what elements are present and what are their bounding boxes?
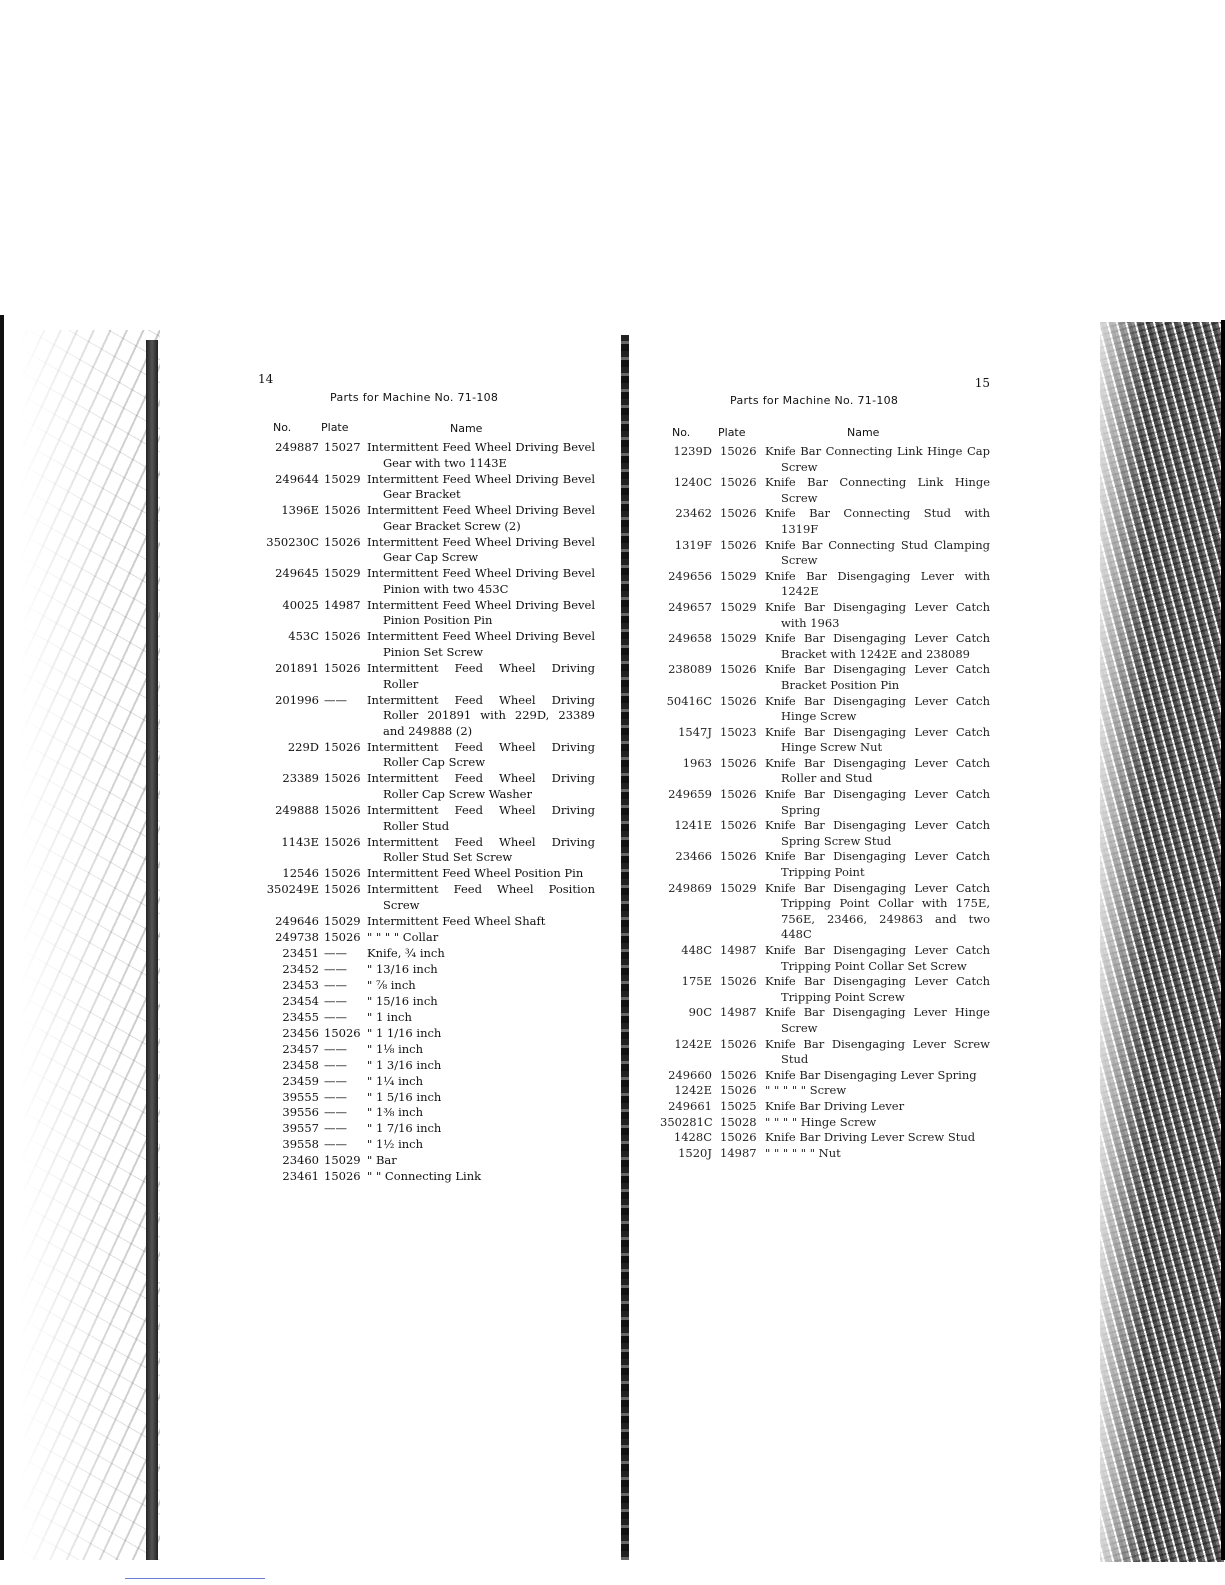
plate-number: 15029 (324, 566, 361, 581)
plate-number: 15026 (324, 834, 361, 849)
part-row (255, 866, 595, 882)
part-number: 1239D (673, 444, 712, 458)
part-number: 249888 (275, 802, 319, 817)
part-number: 229D (287, 739, 319, 754)
plate-number: 15029 (324, 471, 361, 486)
part-number: 249869 (668, 880, 712, 895)
part-number: 249661 (668, 1098, 712, 1113)
part-name: Knife Bar Disengaging Lever Catch Roller and Stud (765, 755, 990, 786)
part-name: " " " " Collar (367, 929, 439, 944)
part-row (660, 725, 990, 756)
plate-number: 15029 (720, 880, 757, 895)
part-name: Knife Bar Connecting Link Hinge Screw (765, 475, 990, 505)
part-row (255, 994, 595, 1010)
plate-number: 15029 (720, 568, 757, 583)
part-row (660, 1083, 990, 1099)
part-name: Knife Bar Disengaging Lever Screw Stud (765, 1036, 990, 1067)
part-name: Intermittent Feed Wheel Shaft (367, 913, 546, 928)
part-name: Intermittent Feed Wheel Position Pin (367, 866, 584, 881)
part-number: 23454 (282, 993, 319, 1008)
plate-number: —— (324, 692, 347, 707)
book-spine (621, 335, 629, 1560)
part-row (660, 1068, 990, 1084)
plate-number: 15026 (324, 866, 361, 881)
part-name: Knife Bar Disengaging Lever Catch Spring (765, 787, 990, 817)
page-number: 15 (974, 376, 990, 390)
scan-left-page-edge (146, 340, 158, 1560)
plate-number: 15026 (324, 882, 361, 897)
part-number: 12546 (282, 866, 319, 881)
plate-number: 15029 (720, 599, 757, 614)
column-header-no: No. (273, 421, 292, 434)
part-number: 1520J (678, 1145, 712, 1160)
part-name: " 1 7/16 inch (367, 1121, 442, 1136)
plate-number: 15026 (324, 1025, 361, 1040)
part-number: 249887 (275, 440, 319, 454)
part-number: 23456 (282, 1025, 319, 1040)
part-name: " 1⅜ inch (367, 1105, 423, 1120)
part-row (660, 849, 990, 880)
part-name: Intermittent Feed Wheel Driving Roller Cap Screw Washer (367, 771, 595, 801)
part-row (660, 569, 990, 600)
scan-left-border (0, 315, 4, 1560)
part-name: Knife Bar Connecting Link Hinge Cap Screw (765, 444, 990, 474)
part-number: 350281C (660, 1114, 713, 1129)
scan-right-margin-noise (1100, 322, 1225, 1562)
part-name: Knife Bar Disengaging Lever with 1242E (765, 568, 990, 599)
part-number: 1963 (682, 755, 712, 770)
plate-number: —— (324, 1089, 347, 1104)
part-number: 201996 (275, 692, 319, 707)
part-name: Intermittent Feed Wheel Driving Bevel Pinion with two 453C (367, 566, 595, 596)
part-name: Knife Bar Disengaging Lever Catch Tripping Point Collar Set Screw (765, 943, 990, 973)
part-name: Knife Bar Disengaging Lever Catch Spring Screw Stud (765, 818, 990, 848)
part-name: Intermittent Feed Wheel Position Screw (367, 882, 595, 912)
part-name: Intermittent Feed Wheel Driving Roller 201891 with 229D, 23389 and 249888 (2) (367, 692, 595, 738)
plate-number: 14987 (720, 1005, 757, 1020)
part-number: 23453 (282, 977, 319, 992)
part-number: 23462 (675, 506, 712, 521)
plate-number: —— (324, 977, 347, 992)
part-row (660, 506, 990, 537)
plate-number: 15026 (720, 1067, 757, 1082)
part-number: 238089 (668, 662, 712, 677)
part-number: 1547J (678, 724, 712, 739)
part-name: Intermittent Feed Wheel Driving Bevel Gear Bracket (367, 471, 595, 502)
part-row (255, 440, 595, 471)
part-row (255, 1026, 595, 1042)
plate-number: 15026 (720, 475, 757, 490)
parts-list (255, 440, 595, 1185)
part-name: Knife Bar Disengaging Lever Catch Hinge Screw (765, 693, 990, 724)
part-number: 249656 (668, 568, 712, 583)
part-name: " 15/16 inch (367, 993, 438, 1008)
plate-number: —— (324, 1121, 347, 1136)
part-row (255, 882, 595, 913)
part-row (255, 978, 595, 994)
part-number: 23460 (282, 1153, 319, 1168)
part-number: 1396E (281, 503, 319, 518)
part-number: 23455 (282, 1009, 319, 1024)
part-number: 39558 (282, 1137, 319, 1152)
part-number: 23466 (675, 849, 712, 864)
part-number: 175E (681, 974, 712, 989)
part-name: Intermittent Feed Wheel Driving Roller Cap Screw (367, 739, 595, 770)
plate-number: —— (324, 1041, 347, 1056)
page-title: Parts for Machine No. 71-108 (330, 391, 499, 404)
part-name: " 1⅛ inch (367, 1041, 423, 1056)
part-number: 249658 (668, 631, 712, 646)
part-name: Intermittent Feed Wheel Driving Bevel Pinion Set Screw (367, 629, 595, 660)
part-row (255, 930, 595, 946)
part-number: 1428C (673, 1130, 712, 1145)
part-name: Knife Bar Disengaging Lever Catch with 1963 (765, 599, 990, 630)
part-number: 350230C (266, 534, 319, 549)
page-number: 14 (258, 372, 274, 386)
part-row (255, 803, 595, 834)
part-number: 249646 (275, 913, 319, 928)
part-row (255, 629, 595, 660)
part-number: 90C (688, 1005, 712, 1020)
plate-number: —— (324, 1105, 347, 1120)
part-number: 23459 (282, 1073, 319, 1088)
part-number: 249659 (668, 787, 712, 802)
plate-number: 15026 (720, 974, 757, 989)
plate-number: —— (324, 945, 347, 960)
right-page (660, 376, 990, 1536)
part-number: 23457 (282, 1041, 319, 1056)
part-name: " 1 inch (367, 1009, 412, 1024)
part-name: " 13/16 inch (367, 961, 438, 976)
scan-left-margin-noise (20, 330, 160, 1560)
part-name: Knife Bar Disengaging Lever Hinge Screw (765, 1005, 990, 1035)
part-row (660, 1037, 990, 1068)
plate-number: 15026 (720, 1130, 757, 1145)
plate-number: 15026 (720, 818, 757, 833)
plate-number: 15029 (324, 1153, 361, 1168)
plate-number: 15026 (720, 444, 757, 458)
part-number: 1242E (674, 1083, 712, 1098)
part-row (255, 1010, 595, 1026)
part-name: " " " " " " Nut (765, 1145, 841, 1160)
part-row (255, 1169, 595, 1185)
part-number: 39556 (282, 1105, 319, 1120)
part-number: 23452 (282, 961, 319, 976)
part-name: Knife Bar Disengaging Lever Catch Tripping Point Screw (765, 974, 990, 1004)
plate-number: 15026 (720, 755, 757, 770)
column-header-plate: Plate (718, 426, 746, 439)
plate-number: 15026 (720, 787, 757, 802)
part-name: Knife Bar Driving Lever (765, 1098, 905, 1113)
part-row (255, 1074, 595, 1090)
part-row (660, 538, 990, 569)
plate-number: 15026 (324, 802, 361, 817)
column-header-name: Name (450, 422, 483, 435)
part-row (255, 1105, 595, 1121)
plate-number: 15026 (324, 503, 361, 518)
plate-number: 15026 (720, 1083, 757, 1098)
part-row (255, 835, 595, 866)
part-number: 39557 (282, 1121, 319, 1136)
plate-number: 15029 (324, 913, 361, 928)
part-name: Intermittent Feed Wheel Driving Bevel Gear Cap Screw (367, 534, 595, 565)
part-name: " 1 3/16 inch (367, 1057, 442, 1072)
part-name: Knife Bar Disengaging Lever Catch Tripping Point Collar with 175E, 756E, 23466, 249863 and two 448C (765, 880, 990, 942)
page-title: Parts for Machine No. 71-108 (730, 394, 899, 407)
part-row (255, 740, 595, 771)
part-row (255, 1137, 595, 1153)
part-name: " " " " Hinge Screw (765, 1114, 877, 1129)
part-number: 40025 (282, 597, 319, 612)
plate-number: 15025 (720, 1098, 757, 1113)
part-name: " ⅞ inch (367, 977, 416, 992)
part-row (660, 1115, 990, 1131)
part-row (660, 943, 990, 974)
part-name: " 1 1/16 inch (367, 1025, 442, 1040)
plate-number: 15023 (720, 724, 757, 739)
part-row (660, 1146, 990, 1162)
part-name: Knife Bar Connecting Stud Clamping Screw (765, 537, 990, 568)
part-row (255, 566, 595, 597)
bottom-rule (125, 1578, 265, 1579)
plate-number: 15026 (324, 534, 361, 549)
part-name: Knife Bar Disengaging Lever Catch Tripping Point (765, 849, 990, 880)
plate-number: 15026 (324, 629, 361, 644)
plate-number: 15026 (324, 771, 361, 786)
part-name: Knife, ¾ inch (367, 945, 445, 960)
part-number: 1319F (674, 537, 712, 552)
part-number: 1240C (673, 475, 712, 490)
plate-number: 15026 (324, 1169, 361, 1184)
part-name: Knife Bar Disengaging Lever Catch Bracket Position Pin (765, 662, 990, 692)
left-page (255, 372, 595, 1532)
part-number: 23451 (282, 945, 319, 960)
part-number: 201891 (275, 661, 319, 676)
plate-number: 15026 (324, 739, 361, 754)
part-row (255, 1058, 595, 1074)
part-name: " 1¼ inch (367, 1073, 423, 1088)
part-number: 453C (288, 629, 319, 644)
plate-number: 15026 (720, 662, 757, 677)
parts-list (660, 444, 990, 1161)
scan-right-border (1221, 320, 1225, 1560)
part-number: 249738 (275, 929, 319, 944)
part-number: 249644 (275, 471, 319, 486)
part-number: 1241E (674, 818, 712, 833)
part-name: " " Connecting Link (367, 1169, 482, 1184)
part-number: 23461 (282, 1169, 319, 1184)
part-number: 1143E (281, 834, 319, 849)
part-name: " Bar (367, 1153, 397, 1168)
part-name: Knife Bar Disengaging Lever Catch Hinge Screw Nut (765, 724, 990, 755)
part-row (255, 1121, 595, 1137)
part-number: 350249E (266, 882, 319, 897)
part-row (660, 600, 990, 631)
part-row (255, 598, 595, 629)
plate-number: 14987 (720, 1145, 757, 1160)
part-row (660, 881, 990, 943)
part-row (660, 662, 990, 693)
plate-number: —— (324, 993, 347, 1008)
plate-number: —— (324, 1073, 347, 1088)
plate-number: 15026 (720, 537, 757, 552)
part-number: 23389 (282, 771, 319, 786)
part-row (255, 914, 595, 930)
part-row (255, 962, 595, 978)
plate-number: 15029 (720, 631, 757, 646)
part-number: 23458 (282, 1057, 319, 1072)
part-row (660, 756, 990, 787)
part-number: 39555 (282, 1089, 319, 1104)
part-number: 1242E (674, 1036, 712, 1051)
part-row (660, 787, 990, 818)
part-row (255, 693, 595, 740)
part-name: " 1½ inch (367, 1137, 423, 1152)
part-row (660, 444, 990, 475)
plate-number: —— (324, 1009, 347, 1024)
part-row (255, 1153, 595, 1169)
part-row (660, 631, 990, 662)
part-number: 249645 (275, 566, 319, 581)
part-name: " " " " " Screw (765, 1083, 847, 1098)
part-name: Knife Bar Disengaging Lever Catch Bracket with 1242E and 238089 (765, 631, 990, 661)
part-number: 448C (681, 943, 712, 957)
column-header-no: No. (672, 426, 691, 439)
column-header-plate: Plate (321, 421, 349, 434)
part-name: " 1 5/16 inch (367, 1089, 442, 1104)
plate-number: 15028 (720, 1114, 757, 1129)
plate-number: 15026 (720, 1036, 757, 1051)
plate-number: 14987 (720, 943, 757, 957)
plate-number: 15026 (324, 929, 361, 944)
plate-number: —— (324, 961, 347, 976)
part-name: Knife Bar Disengaging Lever Spring (765, 1067, 977, 1082)
part-number: 249657 (668, 599, 712, 614)
column-header-name: Name (847, 426, 880, 439)
part-number: 249660 (668, 1067, 712, 1082)
part-row (660, 974, 990, 1005)
part-name: Intermittent Feed Wheel Driving Bevel Gear Bracket Screw (2) (367, 503, 595, 533)
part-name: Intermittent Feed Wheel Driving Roller Stud Set Screw (367, 834, 595, 865)
part-name: Knife Bar Driving Lever Screw Stud (765, 1130, 976, 1145)
part-row (255, 1042, 595, 1058)
part-number: 50416C (666, 693, 712, 708)
part-row (660, 1130, 990, 1146)
plate-number: —— (324, 1137, 347, 1152)
plate-number: 15026 (720, 693, 757, 708)
part-row (255, 503, 595, 534)
part-row (255, 661, 595, 692)
plate-number: 15027 (324, 440, 361, 454)
part-row (255, 771, 595, 802)
part-row (660, 1005, 990, 1036)
part-name: Intermittent Feed Wheel Driving Bevel Pinion Position Pin (367, 597, 595, 628)
part-name: Intermittent Feed Wheel Driving Bevel Gear with two 1143E (367, 440, 595, 470)
part-row (660, 694, 990, 725)
part-row (660, 818, 990, 849)
part-row (255, 1090, 595, 1106)
plate-number: 14987 (324, 597, 361, 612)
part-name: Knife Bar Connecting Stud with 1319F (765, 506, 990, 536)
plate-number: 15026 (720, 506, 757, 521)
part-row (660, 475, 990, 506)
plate-number: 15026 (324, 661, 361, 676)
part-row (660, 1099, 990, 1115)
part-row (255, 946, 595, 962)
part-row (255, 472, 595, 503)
part-row (255, 535, 595, 566)
part-name: Intermittent Feed Wheel Driving Roller (367, 661, 595, 691)
part-name: Intermittent Feed Wheel Driving Roller Stud (367, 802, 595, 833)
plate-number: 15026 (720, 849, 757, 864)
plate-number: —— (324, 1057, 347, 1072)
